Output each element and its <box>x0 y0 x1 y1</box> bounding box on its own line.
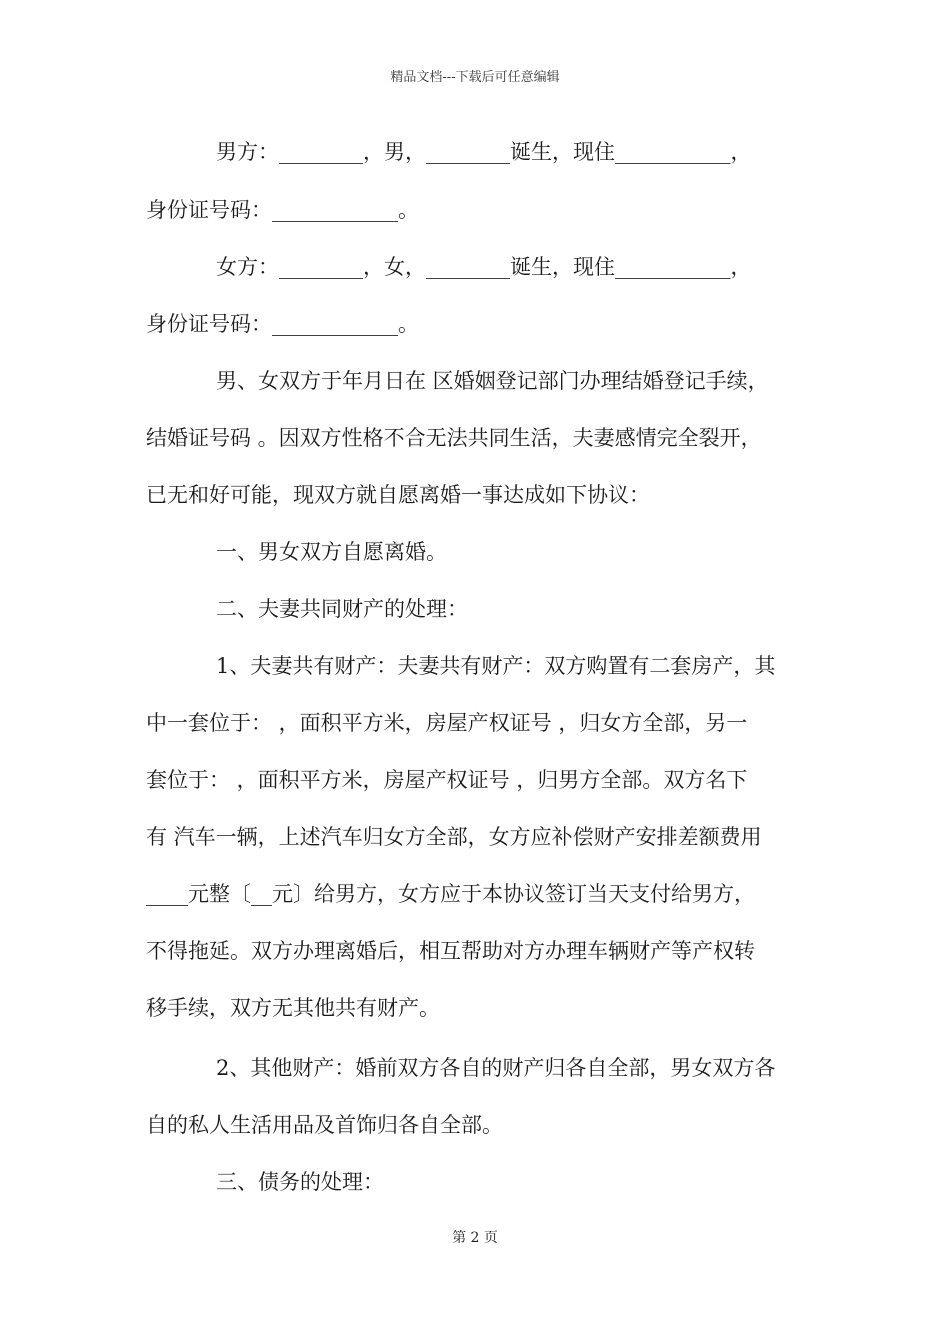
paragraph-line: 二、夫妻共同财产的处理： <box>216 597 468 621</box>
paragraph-line: 男方：________，男，________诞生，现住___________， <box>216 140 752 164</box>
paragraph-line: 三、债务的处理： <box>216 1170 384 1194</box>
paragraph-line: 不得拖延。双方办理离婚后，相互帮助对方办理车辆财产等产权转 <box>146 939 755 963</box>
paragraph-line: 1、夫妻共有财产：夫妻共有财产：双方购置有二套房产，其 <box>216 654 776 678</box>
paragraph-line: 自的私人生活用品及首饰归各自全部。 <box>146 1113 503 1137</box>
paragraph-line: 已无和好可能，现双方就自愿离婚一事达成如下协议： <box>146 483 650 507</box>
paragraph-line: 女方：________，女，________诞生，现住___________， <box>216 255 752 279</box>
paragraph-line: 2、其他财产：婚前双方各自的财产归各自全部，男女双方各 <box>216 1056 776 1080</box>
paragraph-line: 一、男女双方自愿离婚。 <box>216 540 447 564</box>
paragraph-line: 移手续，双方无其他共有财产。 <box>146 996 440 1020</box>
paragraph-line: 结婚证号码 。因双方性格不合无法共同生活，夫妻感情完全裂开， <box>146 426 762 450</box>
paragraph-line: 男、女双方于年月日在 区婚姻登记部门办理结婚登记手续， <box>216 369 769 393</box>
paragraph-line: ____元整〔__元〕给男方，女方应于本协议签订当天支付给男方， <box>146 882 755 906</box>
page-number: 第 2 页 <box>452 1230 498 1246</box>
paragraph-line: 套位于： ，面积平方米，房屋产权证号 ，归男方全部。双方名下 <box>146 768 748 792</box>
paragraph-line: 身份证号码：____________。 <box>146 198 419 222</box>
paragraph-line: 有 汽车一辆，上述汽车归女方全部，女方应补偿财产安排差额费用 <box>146 825 762 849</box>
page-header: 精品文档---下载后可任意编辑 <box>390 70 560 85</box>
paragraph-line: 身份证号码：____________。 <box>146 312 419 336</box>
paragraph-line: 中一套位于： ，面积平方米，房屋产权证号 ，归女方全部，另一 <box>146 711 748 735</box>
